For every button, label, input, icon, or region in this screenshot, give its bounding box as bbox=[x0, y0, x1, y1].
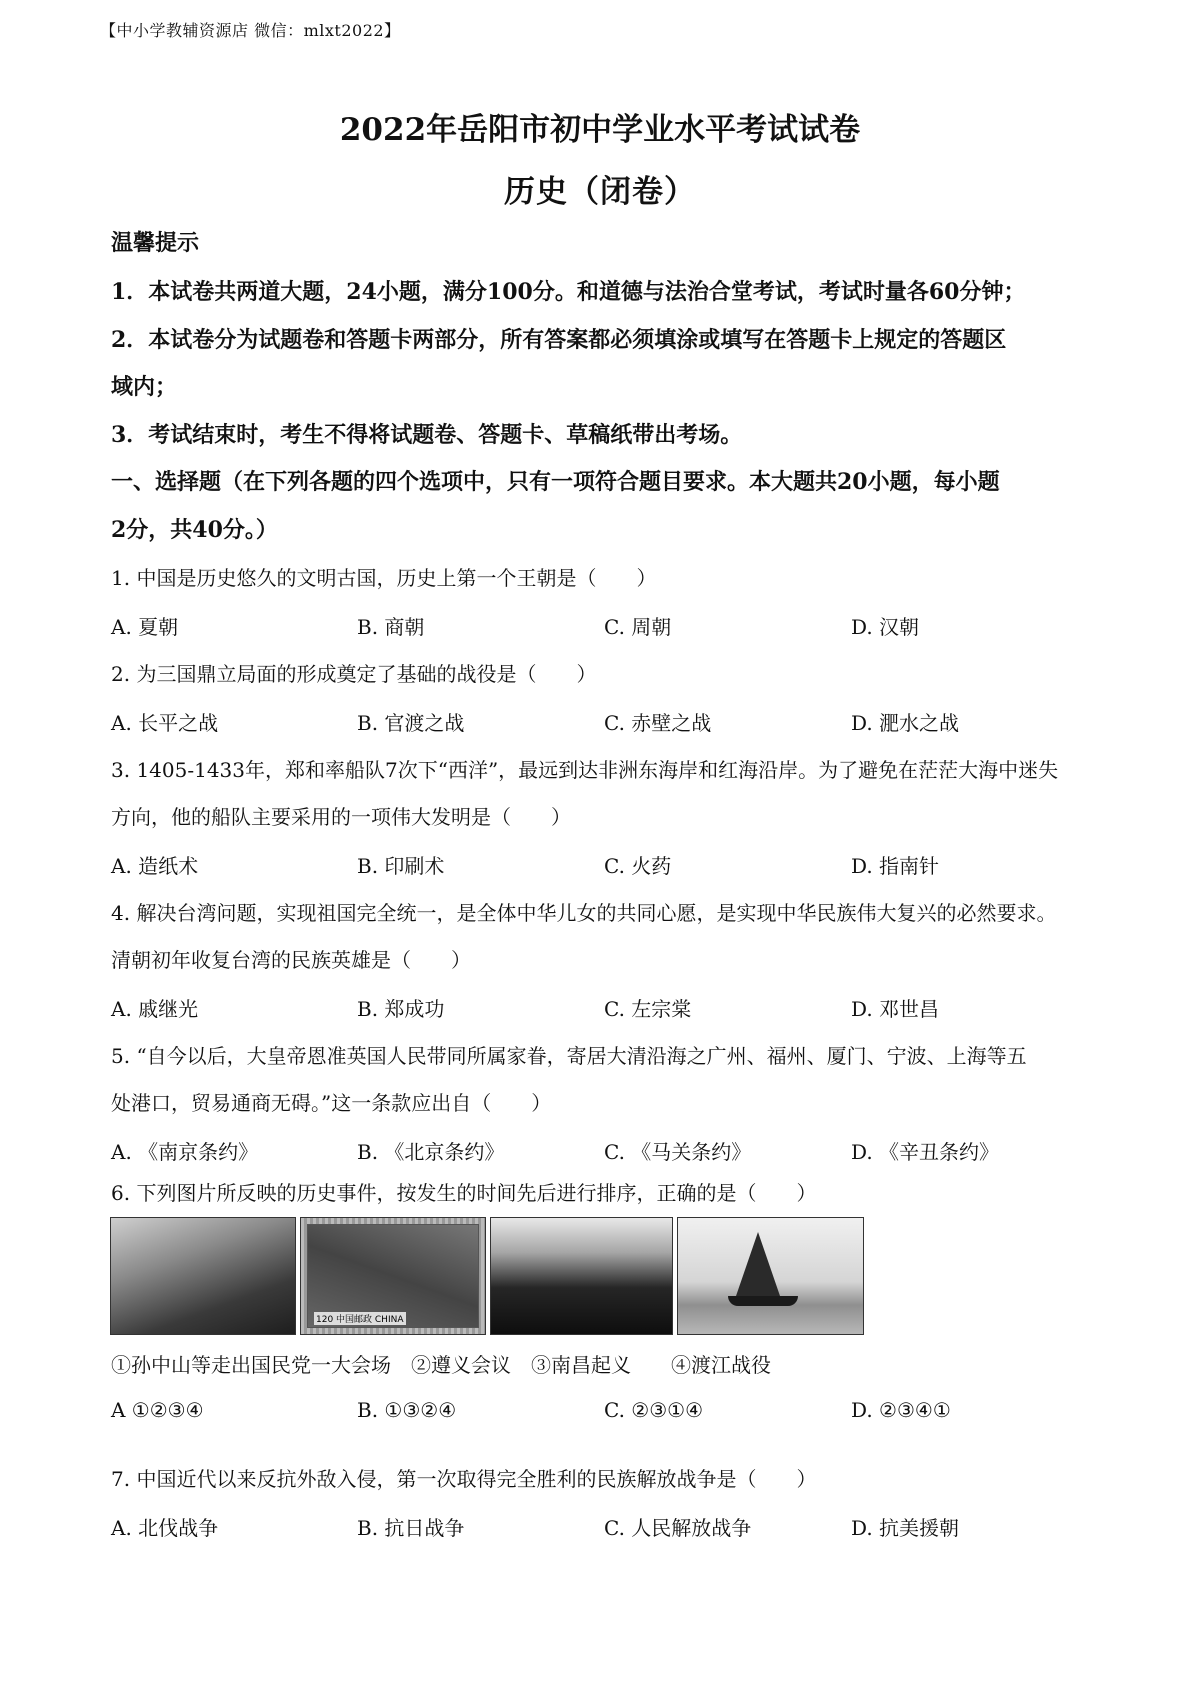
section-heading: 一、选择题（在下列各题的四个选项中，只有一项符合题目要求。本大题共20小题，每小题 bbox=[111, 469, 1000, 495]
option-a: A. 造纸术 bbox=[111, 854, 199, 878]
question-stem: 6. 下列图片所反映的历史事件，按发生的时间先后进行排序，正确的是（ ） bbox=[111, 1181, 817, 1205]
question-stem: 3. 1405-1433年，郑和率船队7次下“西洋”，最远到达非洲东海岸和红海沿岸。为了避免在茫茫大海中迷失 bbox=[111, 758, 1059, 782]
notice-item: 域内； bbox=[111, 374, 178, 400]
option-c: C. 周朝 bbox=[604, 615, 672, 639]
options-row bbox=[111, 993, 1101, 1023]
question-stem: 7. 中国近代以来反抗外敌入侵，第一次取得完全胜利的民族解放战争是（ ） bbox=[111, 1467, 817, 1491]
option-b: B. 印刷术 bbox=[357, 854, 445, 878]
option-a: A. 夏朝 bbox=[111, 615, 179, 639]
option-a: A. 《南京条约》 bbox=[111, 1140, 259, 1164]
question-stem: 1. 中国是历史悠久的文明古国，历史上第一个王朝是（ ） bbox=[111, 566, 657, 590]
options-row bbox=[111, 611, 1101, 641]
option-d: D. 《辛丑条约》 bbox=[851, 1140, 1000, 1164]
junk-sail-shape bbox=[736, 1232, 780, 1296]
options-row bbox=[111, 1512, 1101, 1542]
photo-captions: ①孙中山等走出国民党一大会场 ②遵义会议 ③南昌起义 ④渡江战役 bbox=[111, 1353, 771, 1377]
option-b: B. 抗日战争 bbox=[357, 1516, 465, 1540]
option-d: D. 指南针 bbox=[851, 854, 940, 878]
options-row bbox=[111, 1398, 1101, 1428]
option-c: C. 赤壁之战 bbox=[604, 711, 712, 735]
option-c: C. 《马关条约》 bbox=[604, 1140, 752, 1164]
question-stem: 2. 为三国鼎立局面的形成奠定了基础的战役是（ ） bbox=[111, 662, 597, 686]
notice-item: 2．本试卷分为试题卷和答题卡两部分，所有答案都必须填涂或填写在答题卡上规定的答题区 bbox=[111, 327, 1007, 353]
option-c: C. 火药 bbox=[604, 854, 672, 878]
question-stem: 5. “自今以后，大皇帝恩准英国人民带同所属家眷，寄居大清沿海之广州、福州、厦门、宁波、上海等五 bbox=[111, 1044, 1027, 1068]
question-stem: 4. 解决台湾问题，实现祖国完全统一，是全体中华儿女的共同心愿，是实现中华民族伟大复兴的必然要求。 bbox=[111, 901, 1057, 925]
question-stem-cont: 方向，他的船队主要采用的一项伟大发明是（ ） bbox=[111, 805, 571, 829]
options-row bbox=[111, 850, 1101, 880]
notice-heading: 温馨提示 bbox=[111, 230, 200, 256]
option-a: A ①②③④ bbox=[111, 1398, 204, 1422]
option-b: B. 商朝 bbox=[357, 615, 425, 639]
options-row bbox=[111, 1136, 1101, 1166]
option-a: A. 长平之战 bbox=[111, 711, 219, 735]
stamp-denomination: 120 中国邮政 CHINA bbox=[314, 1312, 406, 1325]
photo-nanchang-uprising bbox=[490, 1217, 673, 1335]
options-row bbox=[111, 707, 1101, 737]
option-d: D. 淝水之战 bbox=[851, 711, 960, 735]
question-stem-cont: 处港口，贸易通商无碍。”这一条款应出自（ ） bbox=[111, 1091, 552, 1115]
junk-hull-shape bbox=[728, 1296, 798, 1306]
question-stem-cont: 清朝初年收复台湾的民族英雄是（ ） bbox=[111, 948, 471, 972]
option-c: C. 人民解放战争 bbox=[604, 1516, 752, 1540]
notice-item: 3．考试结束时，考生不得将试题卷、答题卡、草稿纸带出考场。 bbox=[111, 422, 743, 448]
photo-yangtze-crossing bbox=[677, 1217, 864, 1335]
option-a: A. 北伐战争 bbox=[111, 1516, 219, 1540]
option-b: B. 官渡之战 bbox=[357, 711, 465, 735]
option-d: D. ②③④① bbox=[851, 1398, 951, 1422]
option-b: B. 郑成功 bbox=[357, 997, 445, 1021]
exam-subtitle: 历史（闭卷） bbox=[504, 174, 696, 210]
option-d: D. 抗美援朝 bbox=[851, 1516, 960, 1540]
option-b: B. 《北京条约》 bbox=[357, 1140, 505, 1164]
stamp-image bbox=[307, 1224, 479, 1328]
option-d: D. 汉朝 bbox=[851, 615, 920, 639]
option-a: A. 戚继光 bbox=[111, 997, 199, 1021]
option-d: D. 邓世昌 bbox=[851, 997, 940, 1021]
option-b: B. ①③②④ bbox=[357, 1398, 457, 1422]
section-heading-cont: 2分，共40分。） bbox=[111, 517, 278, 543]
photo-kmt-congress bbox=[110, 1217, 296, 1335]
option-c: C. ②③①④ bbox=[604, 1398, 704, 1422]
exam-title: 2022年岳阳市初中学业水平考试试卷 bbox=[339, 112, 861, 148]
photo-zunyi-stamp bbox=[300, 1217, 486, 1335]
notice-item: 1．本试卷共两道大题，24小题，满分100分。和道德与法治合堂考试，考试时量各60分钟； bbox=[111, 279, 1026, 305]
option-c: C. 左宗棠 bbox=[604, 997, 692, 1021]
watermark-text: 【中小学教辅资源店 微信：mlxt2022】 bbox=[100, 21, 401, 40]
